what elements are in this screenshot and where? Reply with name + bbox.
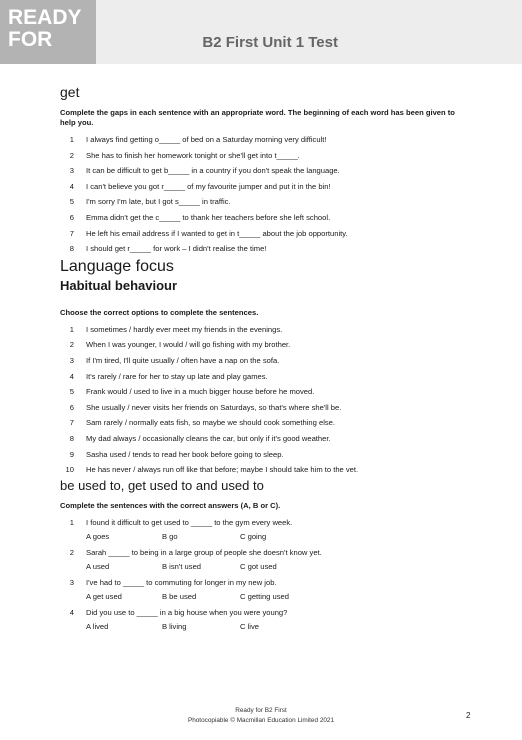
list-item (60, 163, 470, 179)
instruction-get: Complete the gaps in each sentence with an appropriate word. The beginning of each word has been given to help you. (60, 108, 455, 127)
question-number: 4 (69, 181, 74, 191)
instruction-habitual: Choose the correct options to complete the sentences. (60, 307, 259, 317)
question-text: She has to finish her homework tonight or she'll get into t_____. (86, 150, 300, 160)
option-b: B living (162, 622, 187, 632)
page-title: B2 First Unit 1 Test (202, 34, 338, 51)
instruction-used-to: Complete the sentences with the correct answers (A, B or C). (60, 500, 281, 510)
question-text: Frank would / used to live in a much bigger house before he moved. (86, 387, 315, 397)
list-item (60, 575, 470, 590)
question-text: Sarah _____ to being in a large group of people she doesn't know yet. (86, 547, 322, 557)
list-item (60, 515, 470, 530)
question-number: 1 (69, 517, 74, 527)
answer-options (60, 620, 470, 635)
list-item (60, 431, 470, 447)
list-item (60, 384, 470, 400)
question-number: 4 (69, 608, 74, 618)
option-a: A used (86, 562, 110, 572)
question-number: 1 (69, 324, 74, 334)
question-text: Sam rarely / normally eats fish, so maybe we should cook something else. (86, 418, 336, 428)
list-item (60, 400, 470, 416)
question-number: 2 (69, 340, 74, 350)
question-number: 3 (69, 166, 74, 176)
list-item (60, 132, 470, 148)
answer-options (60, 560, 470, 575)
question-number: 6 (69, 402, 74, 412)
answer-options (60, 530, 470, 545)
question-number: 7 (69, 228, 74, 238)
question-number: 2 (69, 150, 74, 160)
question-number: 5 (69, 387, 74, 397)
list-item (60, 447, 470, 463)
section-heading-used-to: be used to, get used to and used to (60, 477, 264, 493)
question-number: 8 (69, 433, 74, 443)
section-heading-language-focus: Language focus (60, 257, 174, 275)
question-number: 7 (69, 418, 74, 428)
question-text: Emma didn't get the c_____ to thank her teachers before she left school. (86, 212, 331, 222)
list-item (60, 241, 470, 257)
logo-line-1: READY (8, 6, 82, 29)
question-text: Sasha used / tends to read her book before going to sleep. (86, 449, 284, 459)
question-text: He left his email address if I wanted to get in t_____ about the job opportunity. (86, 228, 348, 238)
footer-copyright: Photocopiable © Macmillan Education Limited 2021 (187, 717, 335, 724)
question-number: 5 (69, 197, 74, 207)
section-heading-get: get (60, 84, 80, 100)
page-number: 2 (466, 711, 471, 720)
question-number: 8 (69, 244, 74, 254)
question-text: She usually / never visits her friends on Saturdays, so that's where she'll be. (86, 402, 342, 412)
question-text: I sometimes / hardly ever meet my friends in the evenings. (86, 324, 283, 334)
question-text: I can't believe you got r_____ of my favourite jumper and put it in the bin! (86, 181, 331, 191)
list-item (60, 462, 470, 478)
footer-book-title: Ready for B2 First (235, 707, 287, 714)
option-c: C getting used (240, 592, 289, 602)
question-number: 3 (69, 355, 74, 365)
get-question-list (60, 132, 470, 257)
option-a: A lived (86, 622, 109, 632)
question-number: 9 (69, 449, 74, 459)
option-c: C going (240, 531, 267, 541)
list-item (60, 415, 470, 431)
question-text: I've had to _____ to commuting for longer in my new job. (86, 578, 277, 588)
list-item (60, 545, 470, 560)
question-number: 4 (69, 371, 74, 381)
list-item (60, 226, 470, 242)
option-a: A goes (86, 531, 110, 541)
option-b: B isn't used (162, 562, 202, 572)
question-text: When I was younger, I would / will go fishing with my brother. (86, 340, 291, 350)
list-item (60, 179, 470, 195)
option-c: C live (240, 622, 259, 632)
question-text: He has never / always run off like that before; maybe I should take him to the vet. (86, 465, 359, 475)
question-text: My dad always / occasionally cleans the car, but only if it's good weather. (86, 433, 331, 443)
question-text: I always find getting o_____ of bed on a Saturday morning very difficult! (86, 135, 327, 144)
question-number: 1 (69, 135, 74, 144)
habitual-question-list (60, 322, 470, 478)
option-a: A get used (86, 592, 122, 602)
used-to-question-list (60, 515, 470, 636)
list-item (60, 605, 470, 620)
answer-options (60, 590, 470, 605)
list-item (60, 210, 470, 226)
worksheet-content (60, 84, 470, 635)
option-b: B be used (162, 592, 197, 602)
list-item (60, 337, 470, 353)
question-text: If I'm tired, I'll quite usually / often have a nap on the sofa. (86, 355, 280, 365)
question-text: Did you use to _____ in a big house when you were young? (86, 608, 288, 618)
question-number: 3 (69, 578, 74, 588)
list-item (60, 353, 470, 369)
list-item (60, 369, 470, 385)
question-number: 10 (65, 465, 74, 475)
subheading-habitual-behaviour: Habitual behaviour (60, 277, 178, 293)
question-text: It's rarely / rare for her to stay up late and play games. (86, 371, 268, 381)
option-b: B go (162, 531, 178, 541)
list-item (60, 194, 470, 210)
list-item (60, 148, 470, 164)
question-number: 2 (69, 547, 74, 557)
list-item (60, 322, 470, 338)
logo-line-2: FOR (8, 28, 53, 51)
question-number: 6 (69, 212, 74, 222)
option-c: C got used (240, 562, 277, 572)
question-text: I should get r_____ for work – I didn't realise the time! (86, 244, 267, 254)
question-text: It can be difficult to get b_____ in a country if you don't speak the language. (86, 166, 340, 176)
question-text: I'm sorry I'm late, but I got s_____ in traffic. (86, 197, 231, 207)
question-text: I found it difficult to get used to _____ to the gym every week. (86, 517, 293, 527)
ready-for-logo (0, 0, 96, 64)
